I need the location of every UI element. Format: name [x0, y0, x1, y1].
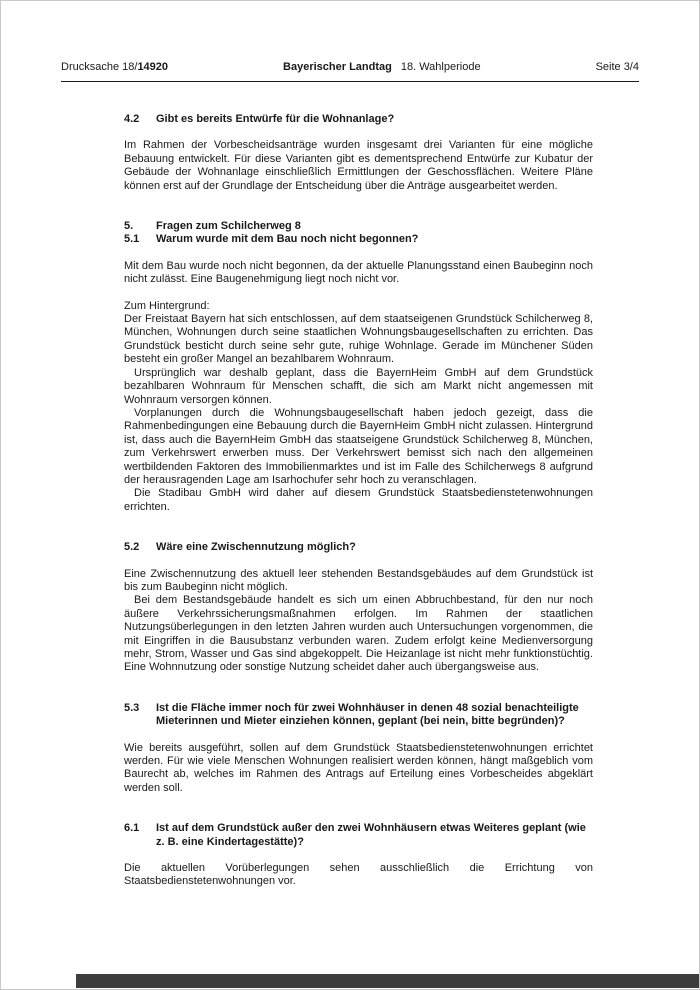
document-body [124, 113, 593, 889]
page-header [61, 61, 639, 74]
paragraph: Eine Zwischennutzung des aktuell leer stehenden Bestandsgebäudes auf dem Grundstück ist bis zum Baubeginn nicht möglich. [124, 567, 593, 593]
section-number: 5.3 [124, 701, 140, 714]
paragraph: Der Freistaat Bayern hat sich entschlossen, auf dem staatseigenen Grundstück Schilcherweg 8, München, Wohnungen durch seine staatlichen Wohnungsbaugesellschaften zu errichten. Das Grundstück besticht durch seine sehr gute, ruhige Wohnlage. Gerade im Münchener Süden besteht ein großer Mangel an bezahlbarem Wohnraum. [124, 313, 593, 366]
section-heading-5 [124, 220, 593, 233]
paragraph: Zum Hintergrund: [124, 299, 210, 312]
section-number: 5. [124, 220, 134, 233]
section-title: Fragen zum Schilcherweg 8 [156, 220, 301, 233]
paragraph: Die aktuellen Vorüberlegungen sehen ausschließlich die Errichtung von Staatsbedienstetenwohnungen vor. [124, 862, 593, 888]
section-heading-5-2 [124, 541, 593, 554]
section-heading-6-1 [124, 822, 593, 849]
section-number: 5.1 [124, 233, 140, 246]
section-number: 6.1 [124, 822, 140, 835]
paragraph: Im Rahmen der Vorbescheidsanträge wurden insgesamt drei Varianten für eine mögliche Bebauung entwickelt. Für diese Varianten gibt es dementsprechend Entwürfe zur Kubatur der Gebäude der Wohnanlage einschließlich Ermittlungen der Geschossflächen. Weitere Pläne können erst auf der Grundlage der Entscheidung über die Anträge ausgearbeitet werden. [124, 139, 593, 192]
section-title: Warum wurde mit dem Bau noch nicht begonnen? [156, 233, 419, 246]
paragraph: Bei dem Bestandsgebäude handelt es sich um einen Abbruchbestand, für den nur noch äußere Verkehrssicherungsmaßnahmen erfolgen. Im Rahmen der staatlichen Nutzungsüberlegungen in den letzten Jahren wurden auch Untersuchungen vorgenommen, die mit Eingriffen in die Bausubstanz verbunden waren. Zudem erfolgt keine Medienversorgung mehr, Strom, Wasser und Gas sind abgekoppelt. Die Heizanlage ist nicht mehr funktionstüchtig. Eine Wohnnutzung oder sonstige Nutzung scheidet daher auch übergangsweise aus. [124, 594, 593, 674]
paragraph: Wie bereits ausgeführt, sollen auf dem Grundstück Staatsbedienstetenwohnungen errichtet werden. Für wie viele Menschen Wohnungen realisiert werden können, hängt maßgeblich vom Baurecht ab, welches im Rahmen des Antrags auf Erteilung eines Vorbescheides abgeklärt werden soll. [124, 741, 593, 794]
drucksache-prefix: Drucksache 18/ [61, 61, 138, 73]
paragraph: Ursprünglich war deshalb geplant, dass die BayernHeim GmbH auf dem Grundstück bezahlbaren Wohnraum für Menschen schafft, die sich am Markt nicht angemessen mit Wohnraum versorgen können. [124, 366, 593, 406]
header-center [283, 61, 481, 74]
page-number: Seite 3/4 [595, 61, 639, 73]
legislative-period: 18. Wahlperiode [400, 61, 481, 73]
section-number: 4.2 [124, 113, 140, 125]
section-heading-4-2 [124, 113, 593, 126]
drucksache-label [61, 61, 168, 74]
parliament-name: Bayerischer Landtag [283, 61, 392, 73]
section-title: Wäre eine Zwischennutzung möglich? [156, 541, 356, 554]
section-title: Ist die Fläche immer noch für zwei Wohnhäuser in denen 48 sozial benachteiligte Mieterinnen und Mieter einziehen können, geplant (bei nein, bitte begründen)? [156, 701, 579, 728]
bottom-bar [76, 974, 699, 988]
section-title: Gibt es bereits Entwürfe für die Wohnanlage? [156, 113, 395, 125]
section-number: 5.2 [124, 541, 140, 554]
section-heading-5-3 [124, 702, 593, 729]
section-title: Ist auf dem Grundstück außer den zwei Wohnhäusern etwas Weiteres geplant (wie z. B. eine Kindertagestätte)? [156, 822, 586, 848]
drucksache-number: 14920 [137, 61, 169, 73]
paragraph: Die Stadibau GmbH wird daher auf diesem Grundstück Staatsbedienstetenwohnungen errichten. [124, 487, 593, 513]
section-heading-5-1 [124, 233, 593, 246]
paragraph: Mit dem Bau wurde noch nicht begonnen, da der aktuelle Planungsstand einen Baubeginn noch nicht zulässt. Eine Baugenehmigung liegt noch nicht vor. [124, 259, 593, 286]
paragraph: Vorplanungen durch die Wohnungsbaugesellschaft haben jedoch gezeigt, dass die Rahmenbedingungen eine Bebauung durch die BayernHeim GmbH nicht zulassen. Hintergrund ist, dass auch die BayernHeim GmbH das staatseigene Grundstück Schilcherweg 8, München, zum Verkehrswert erwerben muss. Der Verkehrswert bemisst sich nach den allgemeinen wertbildenden Faktoren des Immobilienmarktes und ist im Falle des Schilcherwegs 8 aufgrund der herausragenden Lage am Isarhochufer sehr hoch zu veranschlagen. [124, 406, 593, 486]
header-rule [61, 81, 639, 82]
